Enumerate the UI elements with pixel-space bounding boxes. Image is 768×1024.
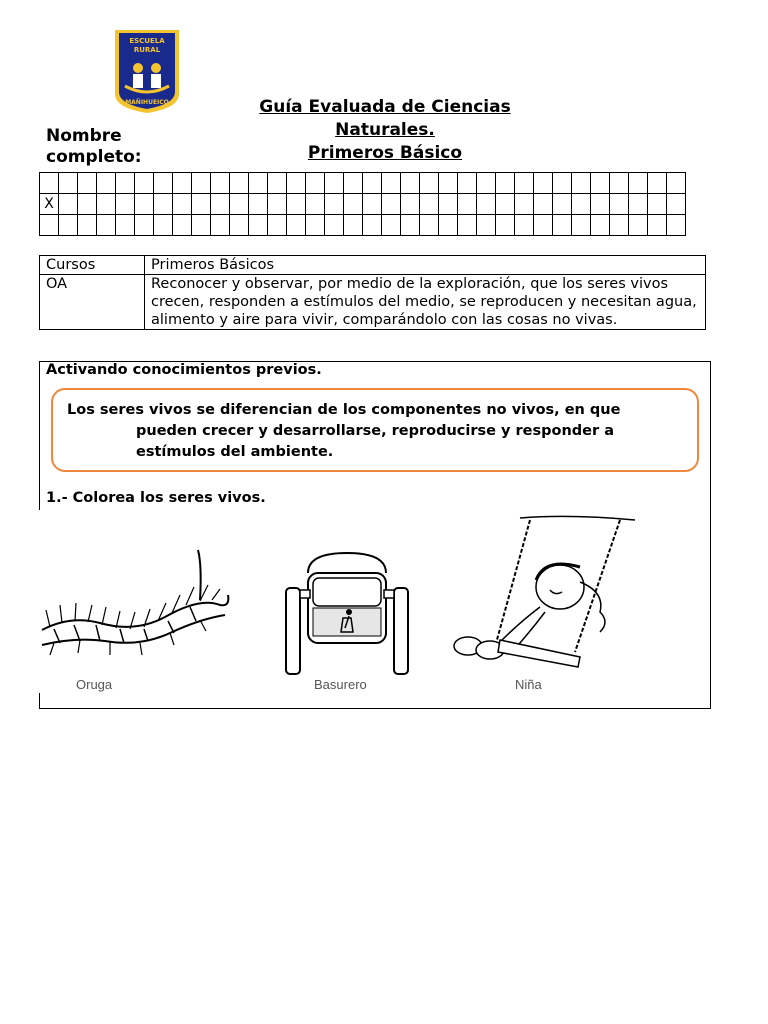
grid-cell[interactable]: [97, 215, 116, 236]
grid-cell[interactable]: [534, 173, 553, 194]
grid-cell[interactable]: [173, 173, 192, 194]
grid-cell[interactable]: [648, 173, 667, 194]
grid-cell[interactable]: [439, 194, 458, 215]
table-cell-label: OA: [40, 275, 145, 330]
grid-cell[interactable]: [496, 194, 515, 215]
grid-cell[interactable]: [401, 173, 420, 194]
grid-cell[interactable]: [135, 194, 154, 215]
title-line-3: Primeros Básico: [307, 143, 463, 163]
grid-cell[interactable]: [78, 173, 97, 194]
grid-cell[interactable]: [553, 194, 572, 215]
grid-cell[interactable]: [572, 194, 591, 215]
grid-cell[interactable]: [382, 215, 401, 236]
table-row: [40, 256, 706, 275]
grid-cell[interactable]: [325, 215, 344, 236]
grid-cell[interactable]: [477, 215, 496, 236]
grid-cell[interactable]: [363, 194, 382, 215]
document-title: [200, 96, 570, 165]
grid-cell[interactable]: [192, 173, 211, 194]
grid-cell[interactable]: [363, 173, 382, 194]
grid-cell[interactable]: [249, 194, 268, 215]
grid-cell[interactable]: [154, 215, 173, 236]
grid-cell[interactable]: [515, 173, 534, 194]
grid-cell[interactable]: [154, 173, 173, 194]
school-logo: [113, 28, 181, 114]
logo-text-2: RURAL: [133, 46, 161, 54]
grid-cell[interactable]: [610, 215, 629, 236]
grid-cell[interactable]: [287, 173, 306, 194]
grid-cell[interactable]: [401, 215, 420, 236]
grid-cell[interactable]: [344, 215, 363, 236]
grid-cell[interactable]: [230, 215, 249, 236]
grid-cell[interactable]: [515, 215, 534, 236]
grid-cell[interactable]: [173, 194, 192, 215]
grid-cell[interactable]: [135, 173, 154, 194]
grid-cell[interactable]: [420, 215, 439, 236]
grid-cell[interactable]: [59, 173, 78, 194]
grid-cell[interactable]: [420, 194, 439, 215]
grid-cell[interactable]: [667, 173, 686, 194]
table-cell-value: Reconocer y observar, por medio de la exploración, que los seres vivos crecen, responden a estímulos del medio, se reproducen y necesitan agua, alimento y aire para vivir, comparándolo con las cosas no vivas.: [145, 275, 706, 330]
title-line-1: Guía Evaluada de Ciencias: [259, 97, 511, 117]
logo-text-3: MAÑIHUEICO: [125, 99, 169, 106]
grid-cell[interactable]: [116, 194, 135, 215]
grid-cell[interactable]: [306, 173, 325, 194]
grid-row: [40, 194, 686, 215]
grid-row: [40, 173, 686, 194]
grid-cell[interactable]: [268, 194, 287, 215]
grid-cell[interactable]: [306, 215, 325, 236]
caption-oruga: Oruga: [76, 677, 113, 692]
grid-cell[interactable]: [572, 173, 591, 194]
grid-cell[interactable]: [439, 173, 458, 194]
name-grid[interactable]: [39, 172, 686, 236]
trash-bin-drawing[interactable]: [283, 548, 411, 680]
table-cell-label: Cursos: [40, 256, 145, 275]
grid-cell[interactable]: [78, 215, 97, 236]
grid-cell[interactable]: [648, 215, 667, 236]
grid-cell[interactable]: [610, 173, 629, 194]
grid-cell[interactable]: [477, 173, 496, 194]
grid-cell[interactable]: [268, 173, 287, 194]
grid-cell[interactable]: [78, 194, 97, 215]
grid-cell[interactable]: [610, 194, 629, 215]
grid-cell[interactable]: [211, 215, 230, 236]
grid-cell[interactable]: [382, 173, 401, 194]
grid-cell[interactable]: [629, 215, 648, 236]
grid-cell[interactable]: [572, 215, 591, 236]
grid-cell[interactable]: [591, 215, 610, 236]
grid-cell[interactable]: [287, 215, 306, 236]
grid-cell[interactable]: [116, 215, 135, 236]
grid-cell[interactable]: [211, 194, 230, 215]
grid-cell[interactable]: [591, 173, 610, 194]
grid-cell[interactable]: [515, 194, 534, 215]
grid-cell[interactable]: [173, 215, 192, 236]
grid-cell[interactable]: [667, 215, 686, 236]
grid-cell[interactable]: [116, 173, 135, 194]
girl-on-swing-drawing[interactable]: [450, 512, 645, 676]
grid-cell[interactable]: [648, 194, 667, 215]
grid-cell[interactable]: [382, 194, 401, 215]
title-line-2: Naturales.: [335, 120, 435, 140]
grid-cell[interactable]: [325, 173, 344, 194]
grid-cell[interactable]: [477, 194, 496, 215]
section-title: Activando conocimientos previos.: [46, 362, 322, 378]
grid-cell[interactable]: X: [40, 194, 59, 215]
grid-cell[interactable]: [135, 215, 154, 236]
grid-row: [40, 215, 686, 236]
grid-cell[interactable]: [154, 194, 173, 215]
grid-cell[interactable]: [458, 194, 477, 215]
grid-cell[interactable]: [268, 215, 287, 236]
grid-cell[interactable]: [553, 215, 572, 236]
grid-cell[interactable]: [249, 173, 268, 194]
question-1: 1.- Colorea los seres vivos.: [46, 490, 266, 506]
grid-cell[interactable]: [344, 194, 363, 215]
table-row: [40, 275, 706, 330]
grid-cell[interactable]: [59, 215, 78, 236]
grid-cell[interactable]: [458, 173, 477, 194]
grid-cell[interactable]: [97, 194, 116, 215]
caption-nina: Niña: [515, 677, 542, 692]
grid-cell[interactable]: [40, 215, 59, 236]
grid-cell[interactable]: [496, 215, 515, 236]
grid-cell[interactable]: [439, 215, 458, 236]
grid-cell[interactable]: [230, 194, 249, 215]
grid-cell[interactable]: [420, 173, 439, 194]
grid-cell[interactable]: [306, 194, 325, 215]
grid-cell[interactable]: [363, 215, 382, 236]
grid-cell[interactable]: [401, 194, 420, 215]
grid-cell[interactable]: [534, 215, 553, 236]
grid-cell[interactable]: [97, 173, 116, 194]
grid-cell[interactable]: [192, 215, 211, 236]
grid-cell[interactable]: [667, 194, 686, 215]
grid-cell[interactable]: [325, 194, 344, 215]
grid-cell[interactable]: [192, 194, 211, 215]
grid-cell[interactable]: [496, 173, 515, 194]
grid-cell[interactable]: [629, 173, 648, 194]
grid-cell[interactable]: [40, 173, 59, 194]
grid-cell[interactable]: [230, 173, 249, 194]
caterpillar-drawing[interactable]: [40, 545, 235, 664]
grid-cell[interactable]: [59, 194, 78, 215]
callout-text: Los seres vivos se diferencian de los componentes no vivos, en que pueden crecer y desarrollarse, reproducirse y responder a estímulos del ambiente.: [67, 402, 621, 460]
grid-cell[interactable]: [249, 215, 268, 236]
grid-cell[interactable]: [211, 173, 230, 194]
grid-cell[interactable]: [591, 194, 610, 215]
grid-cell[interactable]: [344, 173, 363, 194]
logo-text-1: ESCUELA: [129, 37, 165, 45]
grid-cell[interactable]: [287, 194, 306, 215]
info-table: [39, 255, 706, 330]
grid-cell[interactable]: [458, 215, 477, 236]
grid-cell[interactable]: [629, 194, 648, 215]
grid-cell[interactable]: [553, 173, 572, 194]
name-label: Nombre completo:: [46, 126, 142, 167]
grid-cell[interactable]: [534, 194, 553, 215]
caption-basurero: Basurero: [314, 677, 367, 692]
table-cell-value: Primeros Básicos: [145, 256, 706, 275]
